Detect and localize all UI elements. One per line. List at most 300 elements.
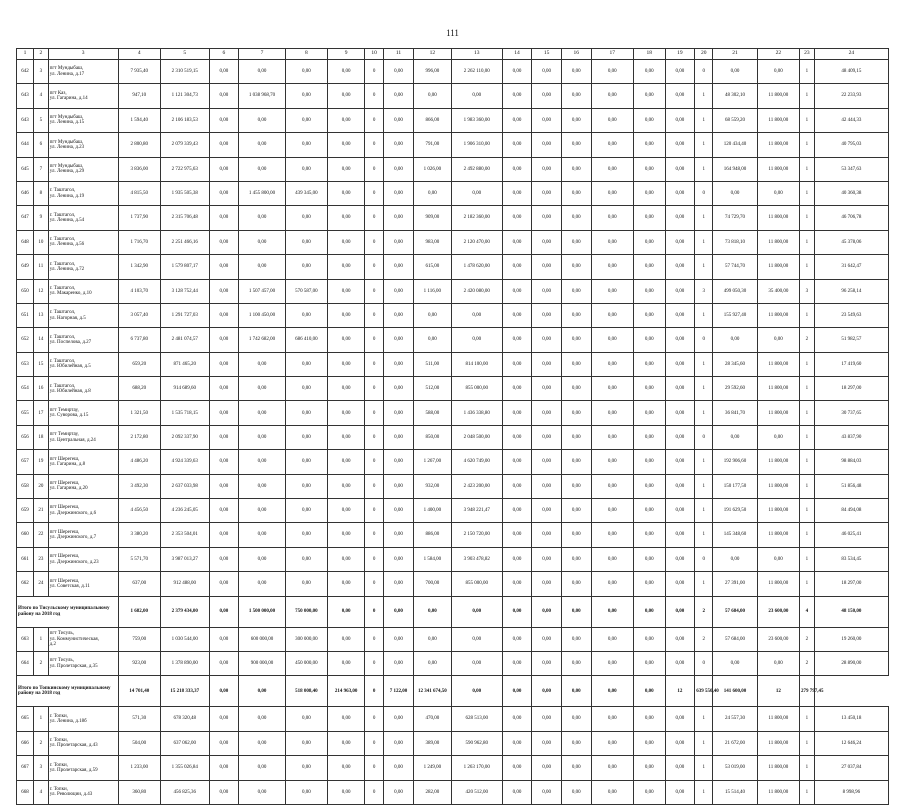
table-cell: 0,00	[502, 303, 532, 327]
table-header	[17, 49, 889, 60]
table-cell: 678 320,48	[160, 707, 209, 731]
table-cell: 1	[695, 523, 713, 547]
table-cell: 659	[17, 499, 34, 523]
table-cell: 0,00	[502, 523, 532, 547]
table-cell: 1	[695, 450, 713, 474]
table-cell: 7 935,40	[118, 60, 160, 84]
table-cell: 43 837,90	[814, 425, 888, 449]
summary-cell: 48 150,00	[814, 596, 888, 627]
table-cell: 0,00	[239, 425, 286, 449]
summary-cell: 0,00	[209, 596, 239, 627]
table-row	[17, 352, 889, 376]
table-row	[17, 707, 889, 731]
table-cell: 0	[695, 547, 713, 571]
table-cell: 0,00	[757, 547, 799, 571]
table-cell: 0	[365, 651, 384, 675]
table-cell: 0,00	[561, 474, 591, 498]
summary-cell: 0,00	[328, 596, 365, 627]
table-cell: 866,00	[413, 108, 451, 132]
table-cell: 1 267,00	[413, 450, 451, 474]
table-cell: 0,00	[328, 401, 365, 425]
table-cell: 0,00	[757, 60, 799, 84]
table-cell: 504,00	[118, 731, 160, 755]
table-cell: 649	[17, 255, 34, 279]
table-cell: 0,00	[328, 303, 365, 327]
column-header: 18	[633, 49, 665, 60]
table-cell: 1	[33, 627, 48, 651]
table-cell: 2 481 074,57	[160, 328, 209, 352]
table-cell: 10	[33, 230, 48, 254]
summary-label: Итого по Тисульскому муниципальному району на 2018 год	[17, 596, 119, 627]
table-cell: 0,00	[209, 707, 239, 731]
table-cell: 0,00	[633, 303, 665, 327]
table-cell: 0	[365, 523, 384, 547]
table-cell: 1	[799, 756, 814, 780]
table-cell: 1	[695, 157, 713, 181]
table-cell: 4 103,70	[118, 279, 160, 303]
table-cell: 0,00	[502, 84, 532, 108]
table-cell: 15	[33, 352, 48, 376]
table-cell: 2	[799, 627, 814, 651]
table-cell: 909,00	[413, 206, 451, 230]
table-cell: 4 486,20	[118, 450, 160, 474]
table-cell: 0,00	[209, 572, 239, 596]
table-cell: 0,00	[502, 401, 532, 425]
table-cell: 1	[799, 499, 814, 523]
table-cell: 18	[33, 425, 48, 449]
table-cell: 0,00	[328, 707, 365, 731]
table-cell: 74 729,70	[713, 206, 757, 230]
table-cell: 0,00	[665, 572, 695, 596]
table-cell: 0,00	[413, 84, 451, 108]
table-cell: 0,00	[757, 328, 799, 352]
table-cell: 0,00	[665, 230, 695, 254]
table-cell: 1	[695, 377, 713, 401]
table-cell: 0,00	[633, 377, 665, 401]
table-cell: 0,00	[502, 279, 532, 303]
table-cell: 0,00	[451, 303, 502, 327]
table-cell: 13	[33, 303, 48, 327]
table-cell: 46 706,78	[814, 206, 888, 230]
summary-cell: 0,00	[532, 596, 562, 627]
table-cell: 36 841,70	[713, 401, 757, 425]
table-cell: 1	[695, 303, 713, 327]
table-cell: 511,00	[413, 352, 451, 376]
table-cell: 0,00	[532, 731, 562, 755]
table-cell: 11 800,00	[757, 499, 799, 523]
table-cell: 19 260,00	[814, 627, 888, 651]
table-cell: 456 825,36	[160, 780, 209, 804]
table-cell: 11 800,00	[757, 157, 799, 181]
address-cell: пгт Мундыбаш, ул. Ленина, д.15	[48, 108, 118, 132]
table-cell: 0,00	[239, 206, 286, 230]
table-cell: 2	[33, 651, 48, 675]
table-cell: 0,00	[591, 157, 633, 181]
table-cell: 0,00	[328, 499, 365, 523]
table-row	[17, 279, 889, 303]
table-row	[17, 572, 889, 596]
table-cell: 647	[17, 206, 34, 230]
table-cell: 0,00	[633, 255, 665, 279]
table-cell: 0,00	[665, 474, 695, 498]
table-cell: 0,00	[591, 651, 633, 675]
table-cell: 0,00	[665, 450, 695, 474]
table-cell: 0,00	[285, 303, 327, 327]
table-cell: 0,00	[209, 780, 239, 804]
table-cell: 0,00	[502, 352, 532, 376]
table-cell: 0,00	[209, 474, 239, 498]
table-cell: 23 600,00	[757, 627, 799, 651]
table-cell: 932,00	[413, 474, 451, 498]
table-cell: 48 409,15	[814, 60, 888, 84]
table-cell: 1 038 968,70	[239, 84, 286, 108]
table-cell: 9	[33, 206, 48, 230]
table-cell: 11 800,00	[757, 401, 799, 425]
table-cell: 0,00	[328, 328, 365, 352]
table-cell: 191 629,50	[713, 499, 757, 523]
table-cell: 0,00	[239, 731, 286, 755]
table-cell: 645	[17, 157, 34, 181]
table-cell: 11 800,00	[757, 780, 799, 804]
table-cell: 1	[799, 60, 814, 84]
table-cell: 0,00	[561, 707, 591, 731]
address-cell: пгт Тисуль, ул. Пролетарская, д.35	[48, 651, 118, 675]
table-cell: 0,00	[591, 60, 633, 84]
table-row	[17, 756, 889, 780]
summary-cell: 518 008,40	[285, 676, 327, 707]
table-cell: 0,00	[328, 474, 365, 498]
table-cell: 650	[17, 279, 34, 303]
summary-cell: 0,00	[209, 676, 239, 707]
table-cell: 1	[799, 707, 814, 731]
table-cell: 1	[799, 780, 814, 804]
address-cell: пгт Шерегеш, ул. Дзержинского, д.23	[48, 547, 118, 571]
table-cell: 11 800,00	[757, 756, 799, 780]
table-cell: 0,00	[502, 627, 532, 651]
table-cell: 0,00	[665, 499, 695, 523]
table-cell: 0,00	[532, 780, 562, 804]
table-cell: 0,00	[665, 133, 695, 157]
table-cell: 450 000,00	[285, 651, 327, 675]
table-cell: 0	[365, 255, 384, 279]
table-cell: 1 584,00	[413, 547, 451, 571]
table-cell: 615,00	[413, 255, 451, 279]
table-cell: 0	[365, 707, 384, 731]
address-cell: пгт Каз, ул. Гагарина, д.14	[48, 84, 118, 108]
table-cell: 0	[365, 627, 384, 651]
address-cell: пгт Тисуль, ул. Коммунистическая, д.2	[48, 627, 118, 651]
table-cell: 0	[365, 206, 384, 230]
table-cell: 0	[365, 756, 384, 780]
table-cell: 0,00	[561, 651, 591, 675]
table-cell: 0,00	[665, 731, 695, 755]
table-row	[17, 84, 889, 108]
table-cell: 0	[365, 780, 384, 804]
address-cell: пгт Шерегеш, ул. Дзержинского, д.6	[48, 499, 118, 523]
table-cell: 0	[365, 499, 384, 523]
table-cell: 0,00	[665, 547, 695, 571]
table-cell: 0,00	[633, 450, 665, 474]
table-cell: 0,00	[285, 425, 327, 449]
table-cell: 4 456,50	[118, 499, 160, 523]
table-cell: 0,00	[502, 572, 532, 596]
table-cell: 0,00	[328, 780, 365, 804]
table-cell: 1	[695, 352, 713, 376]
table-cell: 0,00	[209, 230, 239, 254]
column-number-row	[17, 49, 889, 60]
table-cell: 22 233,93	[814, 84, 888, 108]
address-cell: пгт Темиртау, ул. Центральная, д.24	[48, 425, 118, 449]
table-cell: 0,00	[561, 108, 591, 132]
table-cell: 0,00	[591, 279, 633, 303]
table-cell: 0,00	[561, 133, 591, 157]
table-cell: 0,00	[591, 425, 633, 449]
table-cell: 0	[695, 60, 713, 84]
table-cell: 21	[33, 499, 48, 523]
table-cell: 0,00	[384, 206, 414, 230]
table-cell: 0,00	[384, 60, 414, 84]
table-cell: 0,00	[209, 450, 239, 474]
table-cell: 0,00	[561, 60, 591, 84]
table-cell: 668	[17, 780, 34, 804]
column-header: 4	[118, 49, 160, 60]
table-row	[17, 401, 889, 425]
table-cell: 53 347,63	[814, 157, 888, 181]
table-cell: 0,00	[633, 108, 665, 132]
table-cell: 0,00	[532, 279, 562, 303]
table-cell: 2 048 500,00	[451, 425, 502, 449]
table-cell: 68 559,20	[713, 108, 757, 132]
column-header: 10	[365, 49, 384, 60]
table-cell: 0,00	[328, 157, 365, 181]
table-cell: 2 092 337,90	[160, 425, 209, 449]
table-cell: 0,00	[328, 572, 365, 596]
table-cell: 27 391,00	[713, 572, 757, 596]
table-row	[17, 627, 889, 651]
table-cell: 0,00	[561, 450, 591, 474]
table-cell: 83 534,45	[814, 547, 888, 571]
table-cell: 0,00	[633, 425, 665, 449]
table-cell: 0,00	[532, 401, 562, 425]
table-cell: 0,00	[384, 780, 414, 804]
summary-cell: 12	[757, 676, 799, 707]
column-header: 5	[160, 49, 209, 60]
table-cell: 2	[799, 651, 814, 675]
table-cell: 0,00	[239, 108, 286, 132]
table-cell: 850,00	[413, 425, 451, 449]
table-cell: 664	[17, 651, 34, 675]
table-cell: 855 000,00	[451, 572, 502, 596]
table-cell: 686 410,00	[285, 328, 327, 352]
table-cell: 663	[17, 627, 34, 651]
table-cell: 0,00	[665, 84, 695, 108]
table-cell: 2 251 466,16	[160, 230, 209, 254]
table-cell: 2 182 360,00	[451, 206, 502, 230]
table-cell: 0,00	[591, 133, 633, 157]
table-cell: 0,00	[328, 60, 365, 84]
table-cell: 871 465,20	[160, 352, 209, 376]
page-number: 111	[446, 28, 459, 38]
table-cell: 0,00	[532, 523, 562, 547]
table-cell: 0,00	[384, 651, 414, 675]
column-header: 23	[799, 49, 814, 60]
table-cell: 0,00	[532, 572, 562, 596]
table-cell: 0,00	[665, 627, 695, 651]
table-cell: 1	[799, 157, 814, 181]
table-cell: 0,00	[532, 707, 562, 731]
table-cell: 0,00	[384, 627, 414, 651]
table-cell: 667	[17, 756, 34, 780]
table-cell: 0,00	[591, 352, 633, 376]
table-cell: 1 535 718,15	[160, 401, 209, 425]
table-cell: 0,00	[633, 651, 665, 675]
table-cell: 0,00	[328, 523, 365, 547]
table-cell: 0,00	[209, 303, 239, 327]
table-cell: 0,00	[384, 181, 414, 205]
table-row	[17, 328, 889, 352]
table-cell: 570 587,00	[285, 279, 327, 303]
table-cell: 0,00	[665, 60, 695, 84]
table-cell: 0,00	[384, 133, 414, 157]
table-cell: 900 000,00	[239, 651, 286, 675]
table-cell: 1	[799, 303, 814, 327]
table-cell: 0	[695, 181, 713, 205]
table-cell: 0,00	[591, 731, 633, 755]
table-cell: 1 400,00	[413, 499, 451, 523]
table-cell: 0,00	[384, 474, 414, 498]
table-cell: 0,00	[239, 450, 286, 474]
table-cell: 0,00	[413, 627, 451, 651]
table-cell: 0,00	[591, 707, 633, 731]
table-cell: 0,00	[384, 547, 414, 571]
table-cell: 653	[17, 352, 34, 376]
address-cell: пгт Мундыбаш, ул. Ленина, д.29	[48, 157, 118, 181]
table-cell: 360,80	[118, 780, 160, 804]
table-cell: 600 000,00	[239, 627, 286, 651]
table-cell: 0,00	[239, 352, 286, 376]
table-cell: 0,00	[561, 206, 591, 230]
table-cell: 29 592,60	[713, 377, 757, 401]
table-cell: 0,00	[209, 328, 239, 352]
table-cell: 0,00	[591, 499, 633, 523]
table-cell: 0,00	[633, 230, 665, 254]
table-cell: 0,00	[328, 206, 365, 230]
table-cell: 1 100 450,00	[239, 303, 286, 327]
address-cell: пгт Шерегеш, ул. Гагарина, д.20	[48, 474, 118, 498]
table-cell: 0,00	[384, 572, 414, 596]
table-cell: 1	[695, 108, 713, 132]
table-cell: 1 030 544,00	[160, 627, 209, 651]
address-cell: г. Таштагол, ул. Нагорная, д.5	[48, 303, 118, 327]
table-cell: 0,00	[561, 377, 591, 401]
table-cell: 0,00	[384, 499, 414, 523]
table-cell: 0,00	[532, 255, 562, 279]
table-cell: 0	[365, 157, 384, 181]
table-cell: 0,00	[239, 547, 286, 571]
table-cell: 0,00	[665, 303, 695, 327]
table-cell: 1 436 338,80	[451, 401, 502, 425]
table-cell: 0	[695, 328, 713, 352]
table-cell: 1	[799, 181, 814, 205]
table-row	[17, 377, 889, 401]
table-cell: 0,00	[285, 707, 327, 731]
table-cell: 1	[695, 499, 713, 523]
table-cell: 637,00	[118, 572, 160, 596]
table-cell: 0,00	[633, 352, 665, 376]
table-cell: 11 800,00	[757, 206, 799, 230]
table-cell: 2 315 706,48	[160, 206, 209, 230]
column-header: 17	[591, 49, 633, 60]
table-cell: 0,00	[502, 206, 532, 230]
table-cell: 11	[33, 255, 48, 279]
table-cell: 654	[17, 377, 34, 401]
table-cell: 0,00	[502, 651, 532, 675]
table-cell: 0,00	[413, 651, 451, 675]
table-cell: 0,00	[633, 780, 665, 804]
summary-cell: 14 701,40	[118, 676, 160, 707]
table-cell: 0,00	[384, 157, 414, 181]
table-cell: 0,00	[502, 377, 532, 401]
table-cell: 0,00	[209, 206, 239, 230]
table-row	[17, 474, 889, 498]
table-cell: 0,00	[591, 181, 633, 205]
column-header: 1	[17, 49, 34, 60]
summary-cell: 12 341 674,50	[413, 676, 451, 707]
table-cell: 0,00	[384, 279, 414, 303]
table-cell: 0,00	[532, 133, 562, 157]
summary-cell: 0,00	[591, 676, 633, 707]
table-cell: 19	[33, 450, 48, 474]
table-cell: 0,00	[384, 230, 414, 254]
table-cell: 0	[695, 425, 713, 449]
table-cell: 0,00	[591, 780, 633, 804]
table-cell: 192 906,60	[713, 450, 757, 474]
table-cell: 0,00	[561, 352, 591, 376]
table-cell: 666	[17, 731, 34, 755]
column-header: 21	[713, 49, 757, 60]
table-cell: 3 987 013,27	[160, 547, 209, 571]
table-cell: 28 890,00	[814, 651, 888, 675]
table-cell: 0,00	[561, 547, 591, 571]
table-cell: 0,00	[239, 401, 286, 425]
table-cell: 1	[695, 474, 713, 498]
table-cell: 0,00	[665, 377, 695, 401]
table-cell: 470,00	[413, 707, 451, 731]
address-cell: пгт Шерегеш, ул. Гагарина, д.8	[48, 450, 118, 474]
table-row	[17, 230, 889, 254]
table-cell: 2 423 200,00	[451, 474, 502, 498]
table-cell: 0,00	[713, 651, 757, 675]
summary-cell: 2	[695, 596, 713, 627]
table-cell: 1 579 807,17	[160, 255, 209, 279]
table-cell: 1 263 170,00	[451, 756, 502, 780]
table-cell: 1	[695, 731, 713, 755]
table-cell: 0,00	[532, 60, 562, 84]
table-cell: 11 800,00	[757, 707, 799, 731]
summary-cell: 1 682,00	[118, 596, 160, 627]
table-cell: 0,00	[209, 499, 239, 523]
table-cell: 0,00	[665, 780, 695, 804]
table-cell: 1 455 800,00	[239, 181, 286, 205]
table-cell: 0,00	[591, 328, 633, 352]
table-cell: 0,00	[328, 756, 365, 780]
table-cell: 644	[17, 133, 34, 157]
table-row	[17, 181, 889, 205]
table-cell: 0,00	[285, 523, 327, 547]
table-cell: 0,00	[285, 60, 327, 84]
summary-cell: 1 500 000,00	[239, 596, 286, 627]
table-cell: 0,00	[633, 547, 665, 571]
